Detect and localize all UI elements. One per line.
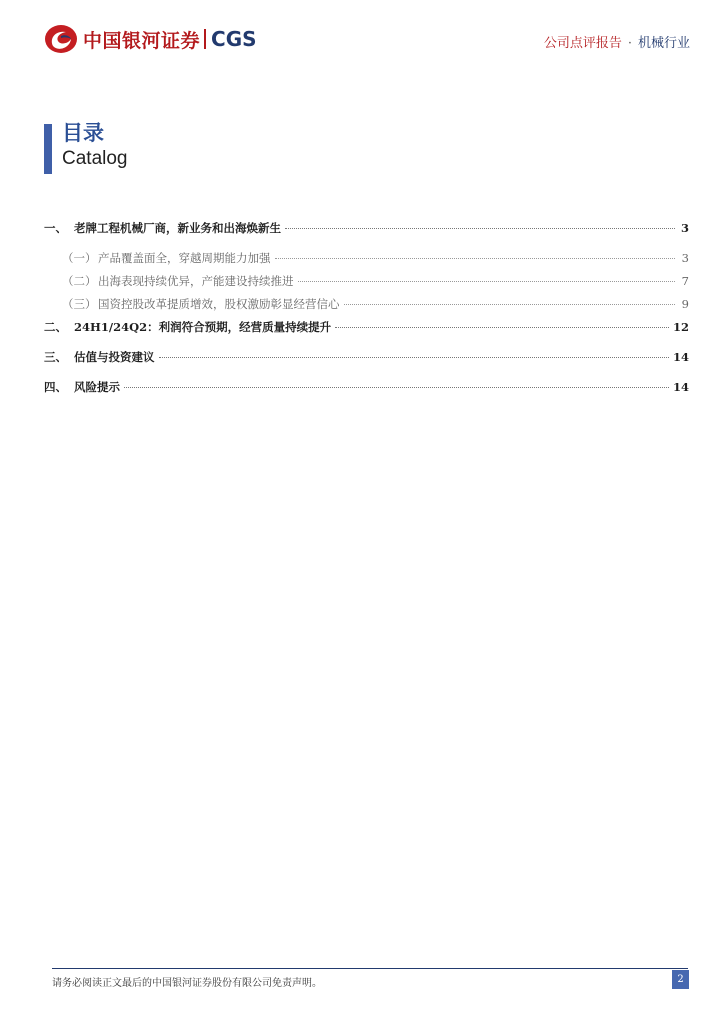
- toc-page-number: 12: [672, 320, 689, 334]
- toc-page-number: 7: [681, 274, 689, 288]
- toc-entry[interactable]: [44, 250, 689, 273]
- toc-number: 四、: [44, 380, 67, 394]
- toc-entry[interactable]: [44, 273, 689, 296]
- toc-page-number: 3: [680, 221, 689, 235]
- company-logo: [44, 24, 257, 54]
- footer-disclaimer: 请务必阅读正文最后的中国银河证券股份有限公司免责声明。: [52, 978, 322, 989]
- toc-title: 风险提示: [74, 380, 120, 394]
- toc-entry[interactable]: [44, 349, 689, 379]
- logo-divider: [204, 29, 206, 49]
- page-title-cn: 目录: [62, 121, 104, 145]
- toc-page-number: 14: [672, 350, 689, 364]
- logo-text-cn: 中国银河证券: [83, 29, 201, 52]
- toc-leader-dots: [298, 281, 676, 282]
- toc-number: 二、: [44, 320, 67, 334]
- toc-title: 24H1/24Q2：利润符合预期，经营质量持续提升: [74, 320, 332, 334]
- toc-title: 估值与投资建议: [74, 350, 155, 364]
- page-number-badge: 2: [672, 970, 689, 989]
- industry-label: 机械行业: [637, 36, 690, 51]
- toc-page-number: 14: [672, 380, 689, 394]
- toc-page-number: 9: [681, 297, 689, 311]
- toc-title: 老牌工程机械厂商，新业务和出海焕新生: [74, 221, 281, 235]
- toc-leader-dots: [285, 228, 675, 229]
- toc-entry[interactable]: [44, 319, 689, 349]
- galaxy-logo-icon: [44, 24, 78, 54]
- toc-leader-dots: [159, 357, 669, 358]
- footer-divider: [52, 968, 688, 969]
- logo-text-en: CGS: [211, 27, 257, 51]
- toc-entry[interactable]: [44, 220, 689, 250]
- toc-entry[interactable]: [44, 379, 689, 409]
- toc-number: （一）: [62, 251, 97, 265]
- toc-leader-dots: [335, 327, 669, 328]
- table-of-contents: [44, 220, 689, 409]
- header-separator: ·: [627, 36, 632, 51]
- title-accent-bar: [44, 124, 52, 174]
- toc-title: 国资控股改革提质增效，股权激励彰显经营信心: [98, 297, 340, 311]
- toc-leader-dots: [275, 258, 676, 259]
- toc-number: 三、: [44, 350, 67, 364]
- toc-entry[interactable]: [44, 296, 689, 319]
- report-type: 公司点评报告: [543, 36, 622, 51]
- toc-number: （三）: [62, 297, 97, 311]
- toc-number: （二）: [62, 274, 97, 288]
- toc-title: 出海表现持续优异，产能建设持续推进: [98, 274, 294, 288]
- toc-leader-dots: [344, 304, 676, 305]
- toc-title: 产品覆盖面全，穿越周期能力加强: [98, 251, 271, 265]
- page-title-en: Catalog: [62, 148, 128, 169]
- report-header-tag: [544, 32, 690, 51]
- toc-number: 一、: [44, 221, 67, 235]
- toc-leader-dots: [124, 387, 669, 388]
- toc-page-number: 3: [681, 251, 689, 265]
